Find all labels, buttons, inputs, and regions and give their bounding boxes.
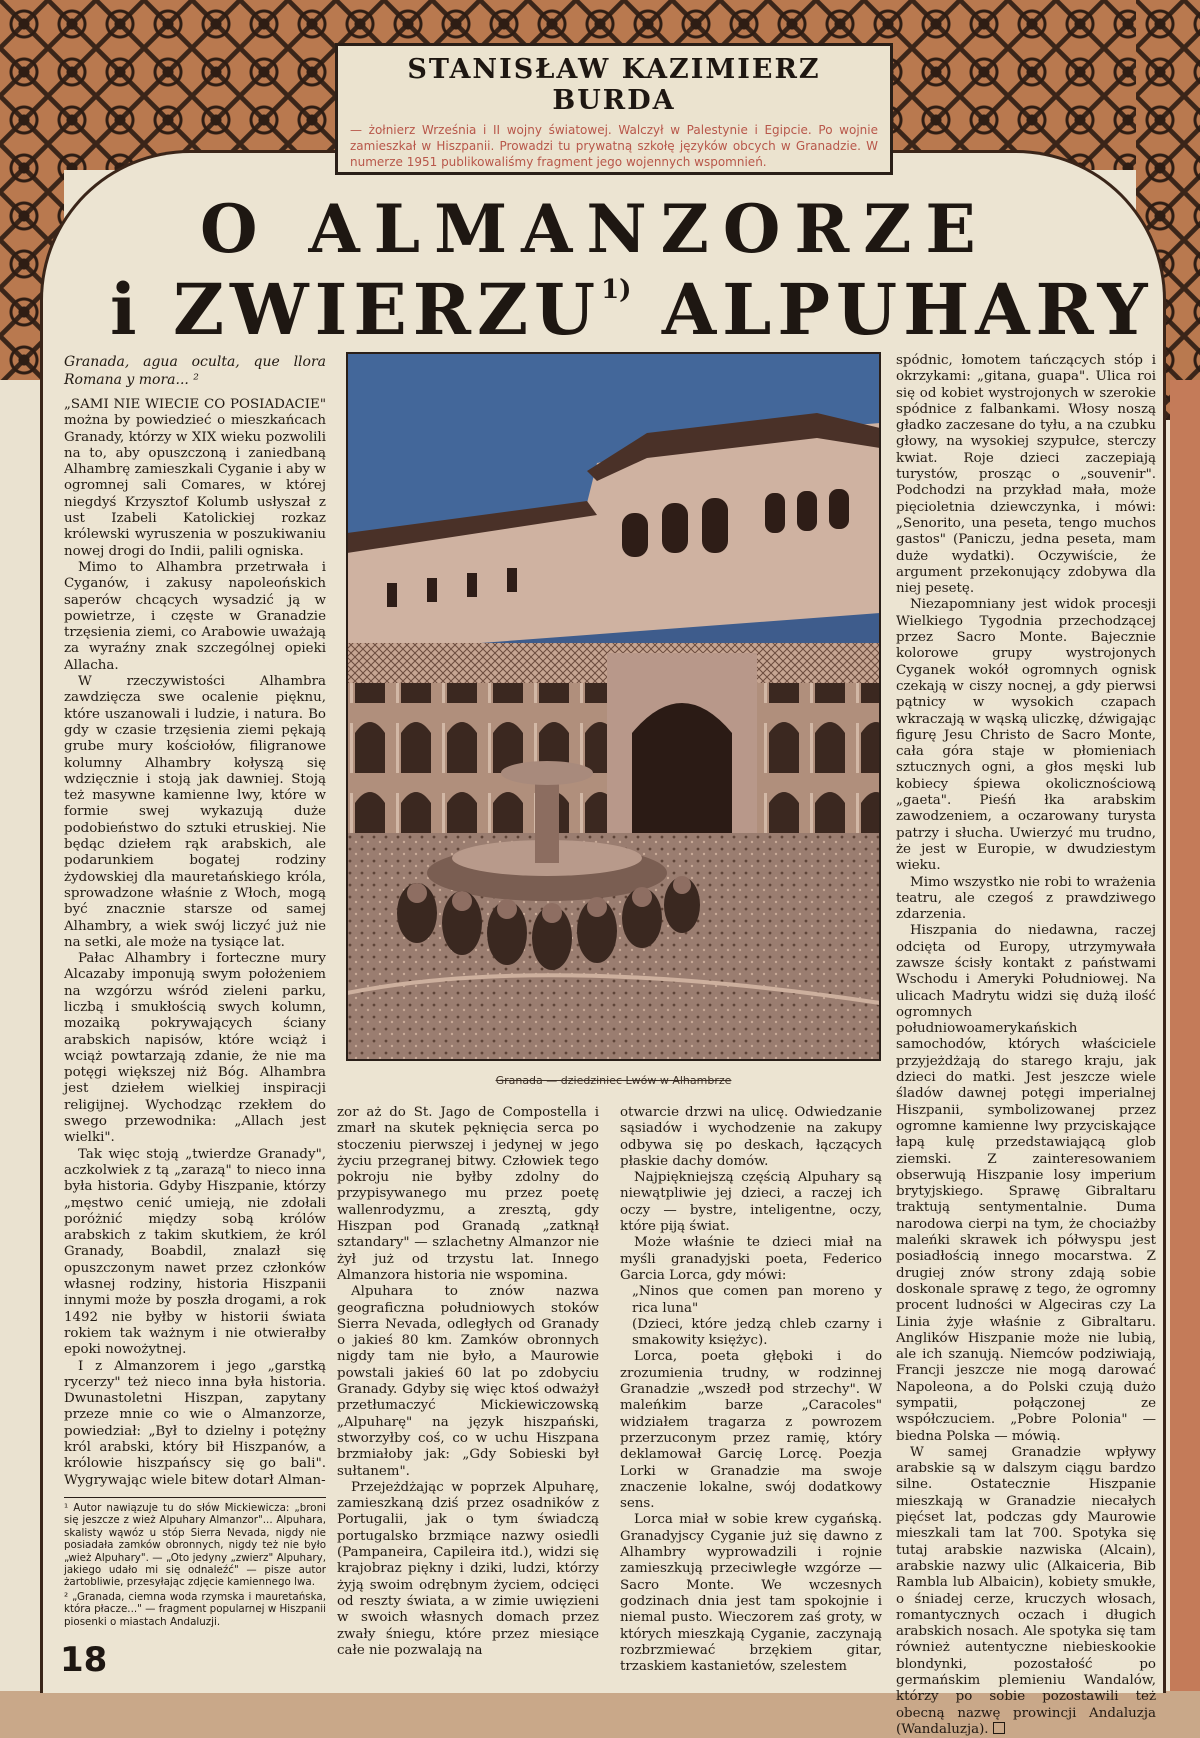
- page-number: 18: [60, 1640, 108, 1680]
- paragraph: Mimo to Alhambra przetrwała i Cyganów, i zakusy napoleońskich saperów chcących wysadzić ją w powietrze, i częste w Granadzie trzęsienia ziemi, co Arabowie uważają za wyraźny znak szczególnej opieki Allacha.: [64, 559, 326, 673]
- text-column-2: [337, 1105, 599, 1659]
- left-margin-strip: [0, 380, 44, 1691]
- paragraph: Lorca miał w sobie krew cygańską. Granadyjscy Cyganie już się dawno z Alhambry wyprowadzili i rojnie zamieszkują przeciwległe wzgórze — Sacro Monte. We wczesnych godzinach dnia jest tam spokojnie i niemal pusto. Wieczorem zaś groty, w których mieszkają Cyganie, zaczynają rozbrzmiewać brzękiem gitar, trzaskiem kastanietów, szelestem: [620, 1512, 882, 1675]
- title-part-a: i ZWIERZU: [110, 268, 602, 351]
- poem-quote: „Ninos que comen pan moreno y rica luna": [632, 1284, 882, 1316]
- footnotes: [64, 1497, 326, 1628]
- paragraph: Przejeżdżając w poprzek Alpuharę, zamieszkaną dziś przez osadników z Portugalii, jak o tym świadczą portugalsko brzmiące nazwy osiedli (Pampaneira, Capileira itd.), widzi się krajobraz piękny i dziki, ludzi, którzy żyją swoim odrębnym życiem, odcięci od reszty świata, a w zimie uwięzieni w swoich własnych domach przez zwały śniegu, które przez miesiące całe nie pozwalają na: [337, 1479, 599, 1658]
- paragraph: Pałac Alhambry i forteczne mury Alcazaby imponują swym położeniem na wzgórzu wśród zieleni parku, liczbą i smukłością swych kolumn, mozaiką pokrywających ściany arabskich napisów, które wciąż i wciąż powtarzają zdanie, że nie ma potęgi większej niż Bóg. Alhambra jest dziełem wielkiej inspiracji religijnej. Wychodząc rzekłem do swego przewodnika: „Allach jest wielki".: [64, 951, 326, 1146]
- author-header-box: [335, 43, 893, 175]
- paragraph: otwarcie drzwi na ulicę. Odwiedzanie sąsiadów i wychodzenie na zakupy odbywa się po deskach, łączących płaskie dachy domów.: [620, 1105, 882, 1169]
- article-title-line2: [110, 268, 1154, 351]
- author-name: STANISŁAW KAZIMIERZ BURDA: [407, 54, 821, 116]
- right-margin-strip: [1170, 380, 1200, 1691]
- paragraph: I z Almanzorem i jego „garstką rycerzy" też nieco inna była historia. Dwunastoletni Hiszpan, zapytany przeze mnie co wie o Almanzorze, powiedział: „Był to dzielny i potężny król arabski, który bił Hiszpanów, a królowie hiszpańscy się go bali". Wygrywając wiele bitew dotarł Alman-: [64, 1358, 326, 1488]
- alhambra-court-of-lions-photo: [347, 353, 880, 1060]
- footnote-2: ² „Granada, ciemna woda rzymska i mauretańska, która płacze..." — fragment popularnej w Hiszpanii piosenki o miastach Andaluzji.: [64, 1590, 326, 1628]
- article-title-line1: O ALMANZORZE: [200, 190, 990, 268]
- paragraph-text: W samej Granadzie wpływy arabskie są w dalszym ciągu bardzo silne. Ostatecznie Hiszpanie mieszkają w Granadzie niecałych pięćset lat, podczas gdy Maurowie mieszkali tam lat 700. Spotyka się tutaj arabskie nazwiska (Alcain), arabskie nazwy ulic (Alkaiceria, Bib Rambla lub Albaicin), kobiety smukłe, o śniadej cerze, kruczych włosach, romantycznych oczach i długich arabskich nosach. Ale spotyka się tam również autentyczne niebieskookie blondynki, pozostałość po germańskim plemieniu Wandalów, którzy po sobie pozostawili też obecną nazwę prowincji Andaluzja (Wandaluzja).: [896, 1444, 1156, 1737]
- text-column-3: [620, 1105, 882, 1675]
- epigraph: Granada, agua oculta, que llora Romana y mora... ²: [64, 354, 326, 388]
- paragraph: spódnic, łomotem tańczących stóp i okrzykami: „gitana, guapa". Ulica roi się od kobiet wystrojonych w szerokie spódnice z falbankami. Włosy noszą gładko zaczesane do tyłu, a na czubku głowy, na wysokiej szypułce, sterczy kwiat. Roje dzieci zaczepiają turystów, prosząc o „souvenir". Podchodzi na przykład mała, może pięcioletnia dziewczynka, i mówi: „Senorito, una peseta, tengo muchos gastos" (Paniczu, jedna peseta, mam duże wydatki). Oczywiście, że argument przekonujący zdobywa dla niej pesetę.: [896, 353, 1156, 597]
- poem-translation: (Dzieci, które jedzą chleb czarny i smakowity księżyc).: [632, 1316, 882, 1349]
- paragraph: Hiszpania do niedawna, raczej odcięta od Europy, utrzymywała zawsze ścisły kontakt z państwami Wschodu i Ameryki Południowej. Na ulicach Madrytu widzi się dużą ilość ogromnych południowoamerykańskich samochodów, których właściciele przyjeżdżają do starego kraju, jak dzieci do matki. Jest jeszcze wiele śladów dawnej potęgi imperialnej Hiszpanii, symbolizowanej przez ogromne kamienne lwy przyciskające łapą kulę przedstawiającą glob ziemski. Z zainteresowaniem obserwują Hiszpanie losy imperium brytyjskiego. Sprawę Gibraltaru traktują sentymentalnie. Duma narodowa cierpi na tym, że chociażby maleńki skrawek ich półwyspu jest posiadłością innego mocarstwa. Z drugiej znów strony zdają sobie doskonale sprawę z tego, że ogromny procent ludności w Algeciras czy La Linia żyje właśnie z Gibraltaru. Anglików Hiszpanie może nie lubią, ale ich szanują. Niemców podziwiają, Francji jeszcze nie mogą darować Napoleona, a do Polski czują dużo sympatii, połączonej ze współczuciem. „Pobre Polonia" — biedna Polska — mówią.: [896, 923, 1156, 1444]
- paragraph: Niezapomniany jest widok procesji Wielkiego Tygodnia przechodzącej przez Sacro Monte. Bajecznie kolorowe grupy wystrojonych Cyganek wokół ogromnych ognisk czekają w ciszy nocnej, a gdy pierwsi pątnicy w wysokich czapach wkraczają w wąską uliczkę, dźwigając figurę Jesu Christo de Sacro Monte, cała góra staje w płomieniach sztucznych ogni, a głos męski lub kobiecy śpiewa okolicznościową „gaeta". Pieśń łka arabskim zawodzeniem, a oczarowany turysta patrzy i słucha. Uwierzyć mu trudno, że jest w Europie, w dwudziestym wieku.: [896, 597, 1156, 874]
- paragraph-last: [896, 1445, 1156, 1738]
- author-bio: — żołnierz Września i II wojny światowej. Walczył w Palestynie i Egipcie. Po wojnie zamieszkał w Hiszpanii. Prowadzi tu prywatną szkołę języków obcych w Granadzie. W numerze 1951 publikowaliśmy fragment jego wojennych wspomnień.: [350, 123, 878, 169]
- end-of-article-mark: [993, 1722, 1005, 1734]
- text-column-1: [64, 353, 326, 1630]
- paragraph: Mimo wszystko nie robi to wrażenia teatru, ale czegoś z prawdziwego zdarzenia.: [896, 874, 1156, 923]
- footnote-1: ¹ Autor nawiązuje tu do słów Mickiewicza: „broni się jeszcze z wież Alpuhary Almanzor"... Alpuhara, skalisty wąwóz u stóp Sierra Nevada, nigdy nie posiadała zamków obronnych, nigdy też nie było „wież Alpuhary". — „Oto jedyny „zwierz" Alpuhary, jakiego udało mi się odnaleźć" — pisze autor żartobliwie, przesyłając zdjęcie kamiennego lwa.: [64, 1501, 326, 1589]
- text-column-4: [896, 353, 1156, 1738]
- title-footnote-mark: 1): [601, 275, 632, 305]
- paragraph: „SAMI NIE WIECIE CO POSIADACIE" można by powiedzieć o mieszkańcach Granady, którzy w XIX wieku pozwolili na to, aby opuszczoną i zaniedbaną Alhambrę zamieszkali Cyganie i aby w ogromnej sali Comares, w której niegdyś Krzysztof Kolumb usłyszał z ust Izabeli Katolickiej rozkaz królewski wyruszenia w poszukiwaniu nowej drogi do Indii, palili ogniska.: [64, 397, 326, 559]
- paragraph: Lorca, poeta głęboki i do zrozumienia trudny, w rodzinnej Granadzie „wszedł pod strzechy". W maleńkim barze „Caracoles" widziałem tragarza z powrozem przerzuconym przez ramię, który deklamował Garcię Lorcę. Poezja Lorki w Granadzie ma swoje znaczenie lokalne, swój dodatkowy sens.: [620, 1349, 882, 1512]
- paragraph: Najpiękniejszą częścią Alpuhary są niewątpliwie jej dzieci, a raczej ich oczy — bystre, inteligentne, oczy, które piją świat.: [620, 1170, 882, 1235]
- paragraph: Tak więc stoją „twierdze Granady", aczkolwiek z tą „zarazą" to nieco inna była historia. Gdyby Hiszpanie, którzy „męstwo cenić umieją, nie zdołali poróżnić między sobą królów arabskich z takim skutkiem, że król Granady, Boabdil, znalazł się opuszczonym nawet przez członków własnej rodziny, historia Hiszpanii innymi może by poszła drogami, a rok 1492 nie byłby w historii świata rokiem tak ważnym i nie otwierałby epoki nowożytnej.: [64, 1146, 326, 1358]
- paragraph: zor aż do St. Jago de Compostella i zmarł na skutek pęknięcia serca po stoczeniu pierwszej i jedynej w jego życiu przegranej bitwy. Człowiek tego pokroju nie byłby zdolny do przypisywanego mu przez poetę wallenrodyzmu, a zresztą, gdy Hiszpan pod Granadą „zatknął sztandary" — szlachetny Almanzor nie żył już od trzystu lat. Innego Almanzora historia nie wspomina.: [337, 1105, 599, 1283]
- photo-caption: Granada — dziedziniec Lwów w Alhambrze: [495, 1074, 732, 1087]
- paragraph: W rzeczywistości Alhambra zawdzięcza swe ocalenie pięknu, które uszanowali i ludzie, i natura. Bo gdy w czasie trzęsienia ziemi pękają grube mury kościołów, filigranowe kolumny Alhambry kołyszą się wdzięcznie i stoją jak dawniej. Stoją też masywne kamienne lwy, które w formie swej wykazują duże podobieństwo do sztuki etruskiej. Nie będąc dziełem rąk arabskich, ale podarunkiem bogatej rodziny żydowskiej dla mauretańskiego króla, sprowadzone właśnie z Włoch, mogą być znacznie starsze od samej Alhambry, a wiek swój liczyć już nie na setki, ale może na tysiące lat.: [64, 674, 326, 950]
- paragraph: Może właśnie te dzieci miał na myśli granadyjski poeta, Federico Garcia Lorca, gdy mówi:: [620, 1235, 882, 1283]
- paragraph: Alpuhara to znów nazwa geograficzna południowych stoków Sierra Nevada, odległych od Granady o jakieś 80 km. Zamków obronnych nigdy tam nie było, a Maurowie powstali jakieś 60 lat po zdobyciu Granady. Gdyby się więc ktoś odważył przetłumaczyć Mickiewiczowską „Alpuharę" na język hiszpański, stworzyłby coś, co w uchu Hiszpana brzmiałoby jak: „Gdy Sobieski był sułtanem".: [337, 1284, 599, 1479]
- title-part-b: ALPUHARY: [631, 268, 1154, 351]
